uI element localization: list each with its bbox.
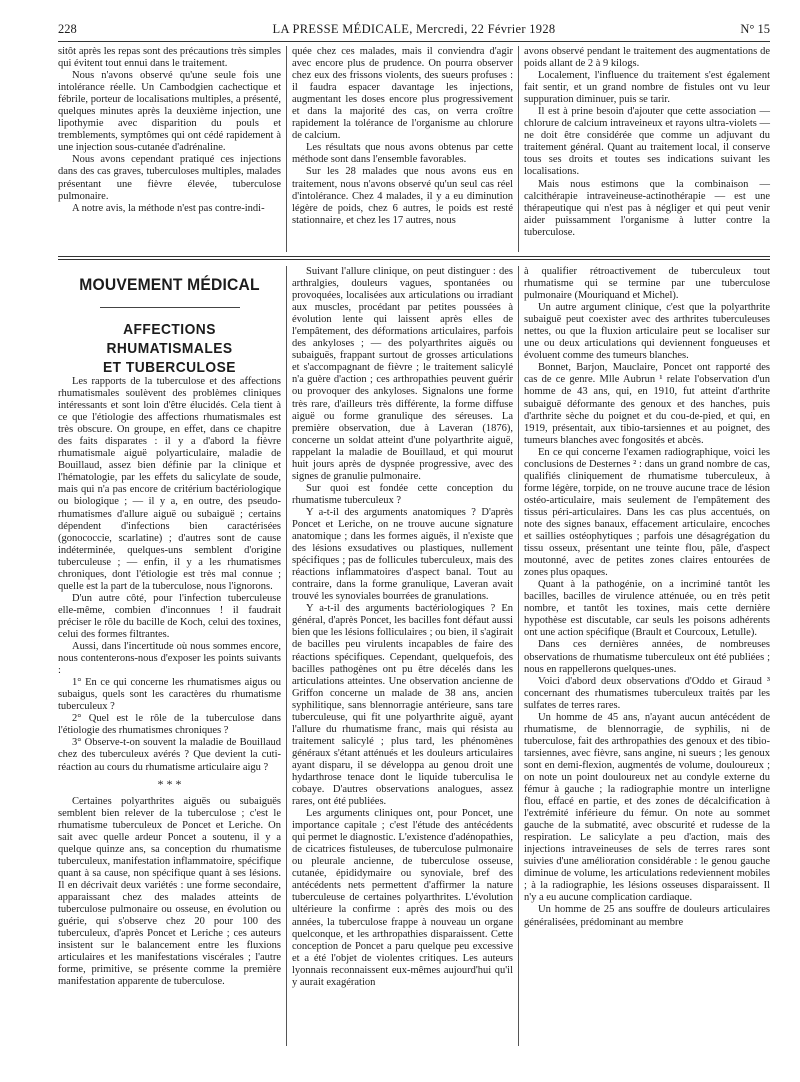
top-column-3 (524, 46, 770, 239)
paragraph: Y a-t-il des arguments bactériologiques ? En général, d'après Poncet, les bacilles font défaut aussi bien que les lésions folliculaires ; ou bien, il s'agirait de bacilles peu virulents incapables de faire des réactions spécifiques. Cependant, quelquefois, des bacilles pathogènes ont pu être décelés dans les articulations atteintes. Une observation ancienne de Griffon concerne un malade de 38 ans, ancien syphilitique, sans blennorragie antérieure, sans tare tuberculeuse, qui fit une polyarthrite aiguë, ayant l'allure du rhumatisme franc, mais qui résista au traitement salicylé ; plus tard, les phénomènes généraux s'étant atténués et les douleurs articulaires ayant disparu, il se développa au genou droit une hydarthrose tenace dont le liquide tuberculisa le cobaye. D'autres observations analogues, assez rares, ont été publiées. (292, 603, 513, 808)
article-heading (58, 320, 281, 377)
paragraph: Localement, l'influence du traitement s'est également fait sentir, et un grand nombre de fistules ont vu leur suppuration diminuer, puis se tarir. (524, 70, 770, 106)
header-rule (58, 41, 770, 42)
paragraph: Voici d'abord deux observations d'Oddo et Giraud ³ concernant des rhumatismes tuberculeux traités par les sulfates de terres rares. (524, 675, 770, 711)
paragraph: Les rapports de la tuberculose et des affections rhumatismales soulèvent des problèmes cliniques intéressants et sont loin d'être élucidés. Cela tient à ce que l'étiologie des affections rhumatismales est très obscure. On groupe, en effet, dans ce chapitre des faits disparates : il y a d'abord la fièvre rhumatismale aiguë polyarticulaire, maladie de Bouillaud, assez bien définie par la clinique et l'hématologie, par les effets du salicylate de soude, mais qui n'a pas encore de critérium bactériologique ou biologique ; — il y a, en outre, des pseudo-rhumatismes d'allure aiguë ou subaiguë ; certains dépendent d'infections bien caractérisées (gonococcie, scarlatine) ; d'autres sont de cause indéterminée, quelques-uns semblent d'origine tuberculeuse ; — enfin, il y a les rhumatismes chroniques, dont l'étiologie est très mal connue ; quelle est la part de la tuberculose, nous l'ignorons. (58, 376, 281, 592)
paragraph: Nous n'avons observé qu'une seule fois une intolérance réelle. Un Cambodgien cachectique et fébrile, porteur de localisations multiples, a présenté, quelques minutes après la deuxième injection, une lipothymie avec disparition du pouls et tremblements, symptômes qui ont cédé rapidement à une injection sous-cutanée d'adrénaline. (58, 70, 281, 154)
paragraph: Mais nous estimons que la combinaison — calcithérapie intraveineuse-actinothérapie — est une thérapeutique qui n'est pas à négliger et qui peut venir aider puissamment l'organisme à lutter contre la tuberculose. (524, 178, 770, 238)
paragraph: A notre avis, la méthode n'est pas contre-indi- (72, 202, 265, 214)
paragraph: Quant à la pathogénie, on a incriminé tantôt les bacilles, bacilles de virulence atténuée, ou en très petit nombre, et tantôt les toxines, mais cette dernière hypothèse est discutable, car seuls les poisons adhérents ont une action spécifique (Brault et Courcoux, Letulle). (524, 579, 770, 639)
paragraph: avons observé pendant le traitement des augmentations de poids allant de 2 à 9 kilogs. (524, 46, 770, 70)
paragraph: Un autre argument clinique, c'est que la polyarthrite subaiguë peut coexister avec des arthrites tuberculeuses nettes, ou que la fluxion articulaire peut se localiser sur une ou deux articulations qui deviennent fongueuses et évoluent comme des tumeurs blanches. (524, 302, 770, 362)
running-header (58, 22, 770, 40)
paragraph: Sur quoi est fondée cette conception du rhumatisme tuberculeux ? (292, 482, 513, 506)
issue-number: N° 15 (740, 22, 770, 36)
paragraph: Sur les 28 malades que nous avons eus en traitement, nous n'avons observé qu'un seul cas réel d'intolérance. Chez 4 malades, il y a eu diminution légère de poids, chez 6 autres, le poids est resté stationnaire, et chez les 17 autres, nous (292, 166, 513, 226)
paragraph: quée chez ces malades, mais il conviendra d'agir avec encore plus de prudence. On pourra observer chez eux des frissons violents, des sueurs profuses : il faudra espacer davantage les injections, augmentant les doses encore plus progressivement et dans la majorité des cas, on verra croître rapidement la tolérance de l'organisme au chlorure de calcium. (292, 46, 513, 142)
column-divider (518, 266, 519, 1046)
section-stars: * * * (157, 776, 182, 791)
title-rule (100, 307, 240, 308)
column-divider (286, 46, 287, 252)
section-heading (58, 275, 281, 295)
paragraph: Les arguments cliniques ont, pour Poncet, une importance capitale ; c'est l'étude des antécédents qui permet le diagnostic. L'existence d'adénopathies, de cicatrices fistuleuses, de tuberculose pulmonaire ou pleurale ancienne, de tuberculose osseuse, cutanée, épididymaire ou synoviale, bref des antécédents nets permettent d'affirmer la nature tuberculeuse de certaines polyarthrites. L'évolution ultérieure la confirme : après des mois ou des années, la tuberculose frappe à nouveau un organe quelconque, et les arthropathies disparaissent. Cette conception de Poncet a paru quelque peu excessive et a été l'objet de violentes critiques. Les auteurs lyonnais reconnaissent eux-mêmes aujourd'hui qu'il y aurait exagération (292, 808, 514, 988)
paragraph: à qualifier rétroactivement de tuberculeux tout rhumatisme qui se termine par une tuberculose pulmonaire (Mouriquand et Michel). (524, 266, 770, 302)
paragraph: Y a-t-il des arguments anatomiques ? D'après Poncet et Leriche, on ne trouve aucune signature anatomique ; dans les formes aiguës, il n'existe que des lésions exsudatives ou plastiques, nullement spécifiques ; pas de follicules tuberculeux, mais des réactions inflammatoires d'aspect banal. Tout au contraire, dans la forme granulique, Laveran avait trouvé les synoviales bourrées de granulations. (292, 506, 513, 603)
column-divider (518, 46, 519, 252)
section-rule (58, 259, 770, 260)
article-column-2 (292, 266, 513, 989)
paragraph: Bonnet, Barjon, Mauclaire, Poncet ont rapporté des cas de ce genre. Mlle Aubrun ¹ relate l'observation d'un homme de 43 ans, qui, en 1910, fut atteint d'arthrite subaiguë déformante des genoux et des hanches, puis d'arthrite sèche du poignet et du cou-de-pied, et qui, en 1919, présentait, aux tibio-tarsiennes et au poignet, des tumeurs blanches avec fongosités et abcès. (524, 362, 770, 446)
paragraph: 3° Observe-t-on souvent la maladie de Bouillaud chez des tuberculeux avérés ? Que devient la cuti-réaction au cours du rhumatisme articulaire aigu ? (58, 737, 281, 773)
paragraph: Il est à prine besoin d'ajouter que cette association — chlorure de calcium intraveineux et rayons ultra-violets — ne doit être considérée que comme un adjuvant du traitement général. Quant au traitement local, il conserve tous ses droits et toutes ses indications suivant les localisations. (524, 106, 770, 178)
top-column-2 (292, 46, 513, 227)
journal-title: LA PRESSE MÉDICALE, Mercredi, 22 Février 1928 (272, 22, 556, 36)
page-number: 228 (58, 22, 77, 36)
paragraph: Nous avons cependant pratiqué ces injections dans des cas graves, tuberculoses multiples, malades présentant une fièvre élevée, tuberculose pulmonaire. (58, 154, 281, 202)
paragraph: Aussi, dans l'incertitude où nous sommes encore, nous contenterons-nous d'exposer les points suivants : (58, 641, 281, 677)
column-divider (286, 266, 287, 1046)
paragraph: Les résultats que nous avons obtenus par cette méthode sont dans l'ensemble favorables. (292, 142, 513, 166)
top-column-1 (58, 46, 281, 215)
paragraph: Dans ces dernières années, de nombreuses observations de rhumatisme tuberculeux ont été publiées ; nous en rappellerons quelques-unes. (524, 639, 770, 675)
paragraph: Un homme de 25 ans souffre de douleurs articulaires généralisées, prédominant au membre (524, 904, 770, 928)
paragraph: 2° Quel est le rôle de la tuberculose dans l'étiologie des rhumatismes chroniques ? (58, 713, 281, 737)
paragraph: En ce qui concerne l'examen radiographique, voici les conclusions de Desternes ² : dans un grand nombre de cas, qualifiés cliniquement de rhumatisme tuberculeux, à forme légère, torpide, on ne trouve aucune trace de lésion ostéo-articulaire, mais seulement de l'empâtement des tissus péri-articulaires. Dans les cas plus accentués, on note des signes banaux, effacement articulaire, encoches et saillies ostéophytiques ; parfois une désagrégation du tissu osseux, présentant une teinte flou, pâle, d'aspect moutonné, avec de petites zones claires entourées de zones plus opaques. (524, 446, 770, 579)
paragraph: Certaines polyarthrites aiguës ou subaiguës semblent bien relever de la tuberculose ; c'est le rhumatisme tuberculeux de Poncet et Leriche. On sait avec quelle ardeur Poncet a soutenu, il y a quelque quinze ans, sa conception du rhumatisme tuberculeux, manifestation inflammatoire, spécifique quant à sa cause, non spécifique quant à ses lésions. Il en décrivait deux variétés : une forme secondaire, apparaissant chez des malades atteints de tuberculose pulmonaire ou osseuse, en évolution ou guérie, qui s'observe chez 20 pour 100 des tuberculeux, d'après Poncet et Leriche ; ces auteurs insistent sur le balancement entre les fluxions articulaires et les manifestations viscérales ; l'autre forme, primitive, se présente comme la première manifestation apparente de tuberculose. (58, 795, 281, 988)
article-title-line-2: ET TUBERCULOSE (103, 359, 236, 376)
article-column-3 (524, 266, 770, 929)
article-column-1 (58, 376, 281, 988)
paragraph: 1° En ce qui concerne les rhumatismes aigus ou subaigus, quels sont les caractères du rhumatisme tuberculeux ? (58, 677, 281, 713)
section-rule (58, 256, 770, 257)
article-title-line-1: AFFECTIONS RHUMATISMALES (106, 321, 233, 357)
paragraph: Suivant l'allure clinique, on peut distinguer : des arthralgies, douleurs vagues, spontanées ou provoquées, localisées aux articulations ou irradiant aux muscles, procédant par petites poussées à évolution lente qui laissent après elles de l'empâtement, des déformations articulaires, parfois des ankyloses ; — des polyarthrites aiguës ou subaiguës, frappant surtout de grosses articulations et s'accompagnant de fièvre ; le traitement salicylé n'a guère d'action ; ces arthropathies peuvent guérir ou provoquer des ankyloses. Signalons une forme très rare, d'ailleurs très différente, la forme diffuse aiguë ou forme granulique des séreuses. La première observation, due à Laveran (1876), concerne un soldat atteint d'une polyarthrite aiguë, rappelant la maladie de Bouillaud, et qui mourut huit jours après de dyspnée progressive, avec des signes de granulie pulmonaire. (292, 266, 513, 482)
section-title: MOUVEMENT MÉDICAL (79, 275, 260, 294)
paragraph: D'un autre côté, pour l'infection tuberculeuse elle-même, combien d'inconnues ! il faudrait préciser le rôle du bacille de Koch, celui des toxines, celui des formes filtrantes. (58, 592, 281, 640)
paragraph: Un homme de 45 ans, n'ayant aucun antécédent de rhumatisme, de blennorragie, de syphilis, ni de tuberculose, fait des arthropathies des genoux et des tibio-tarsiennes, avec fièvre, sans angine, ni sueurs ; les genoux sont en demi-flexion, augmentés de volume, douloureux ; on note un point douloureux net au condyle externe du fémur à gauche ; la radiographie montre un interligne flou, effacé en partie, et des zones de décalcification à l'extrémité inférieure du fémur. On note au sommet gauche de la submatité, avec obscurité et rudesse de la respiration. Le salicylate a peu d'action, mais des injections intraveineuses de sels de terres rares sont suivies d'une amélioration considérable : le genou gauche diminue de volume, les articulations redeviennent mobiles ; à la radiographie, les lésions osseuses disparaissent. Il n'y a eu aucune complication cardiaque. (524, 711, 770, 904)
paragraph: sitôt après les repas sont des précautions très simples qui évitent tout ennui dans le traitement. (58, 46, 281, 70)
